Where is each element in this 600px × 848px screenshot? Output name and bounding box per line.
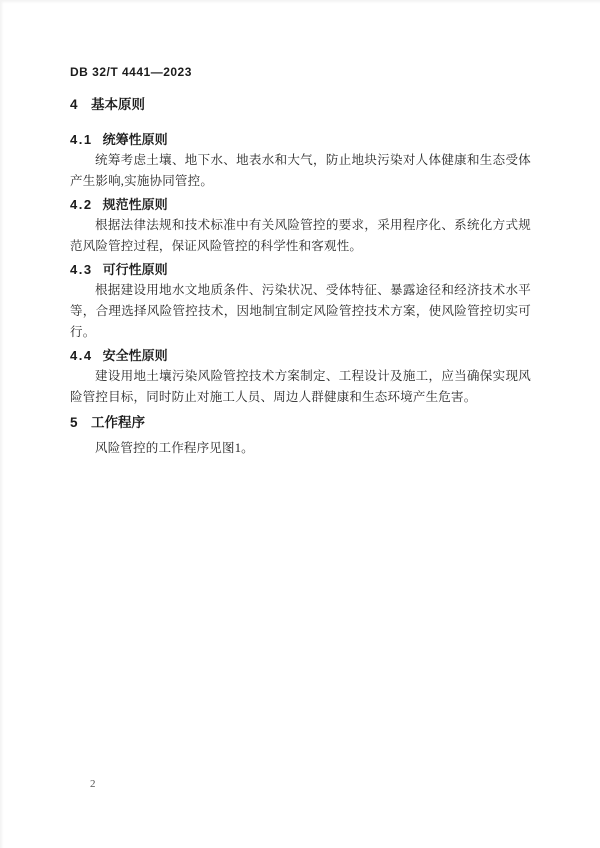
- section-title: 安全性原则: [102, 348, 168, 363]
- section-number: 5: [70, 415, 80, 430]
- section-title: 基本原则: [91, 97, 146, 112]
- section-heading-4-2: [70, 196, 531, 214]
- section-number: 4.1: [70, 132, 93, 147]
- section-heading-4-4: [70, 347, 531, 365]
- section-number: 4: [70, 97, 80, 112]
- section-body-4-1: 统筹考虑土壤、地下水、地表水和大气，防止地块污染对人体健康和生态受体产生影响,实施协同管控。: [70, 153, 531, 188]
- section-body-4-2: 根据法律法规和技术标准中有关风险管控的要求，采用程序化、系统化方式规范风险管控过程，保证风险管控的科学性和客观性。: [70, 218, 531, 253]
- section-body-4-4: 建设用地土壤污染风险管控技术方案制定、工程设计及施工，应当确保实现风险管控目标，同时防止对施工人员、周边人群健康和生态环境产生危害。: [70, 369, 531, 404]
- section-number: 4.4: [70, 348, 93, 363]
- section-body-4-3: 根据建设用地水文地质条件、污染状况、受体特征、暴露途径和经济技术水平等，合理选择风险管控技术，因地制宜制定风险管控技术方案，使风险管控切实可行。: [70, 283, 531, 339]
- section-title: 可行性原则: [102, 262, 168, 277]
- section-heading-5: [70, 414, 531, 432]
- section-title: 规范性原则: [102, 197, 168, 212]
- section-heading-4: [70, 96, 531, 114]
- section-heading-4-3: [70, 261, 531, 279]
- section-body-5: 风险管控的工作程序见图1。: [95, 441, 254, 455]
- section-heading-4-1: [70, 131, 531, 149]
- standard-number-header: DB 32/T 4441—2023: [70, 65, 192, 79]
- section-title: 工作程序: [91, 415, 146, 430]
- page-content: [70, 0, 531, 459]
- section-number: 4.3: [70, 262, 93, 277]
- section-title: 统筹性原则: [102, 132, 168, 147]
- page-number: 2: [90, 778, 96, 790]
- section-number: 4.2: [70, 197, 93, 212]
